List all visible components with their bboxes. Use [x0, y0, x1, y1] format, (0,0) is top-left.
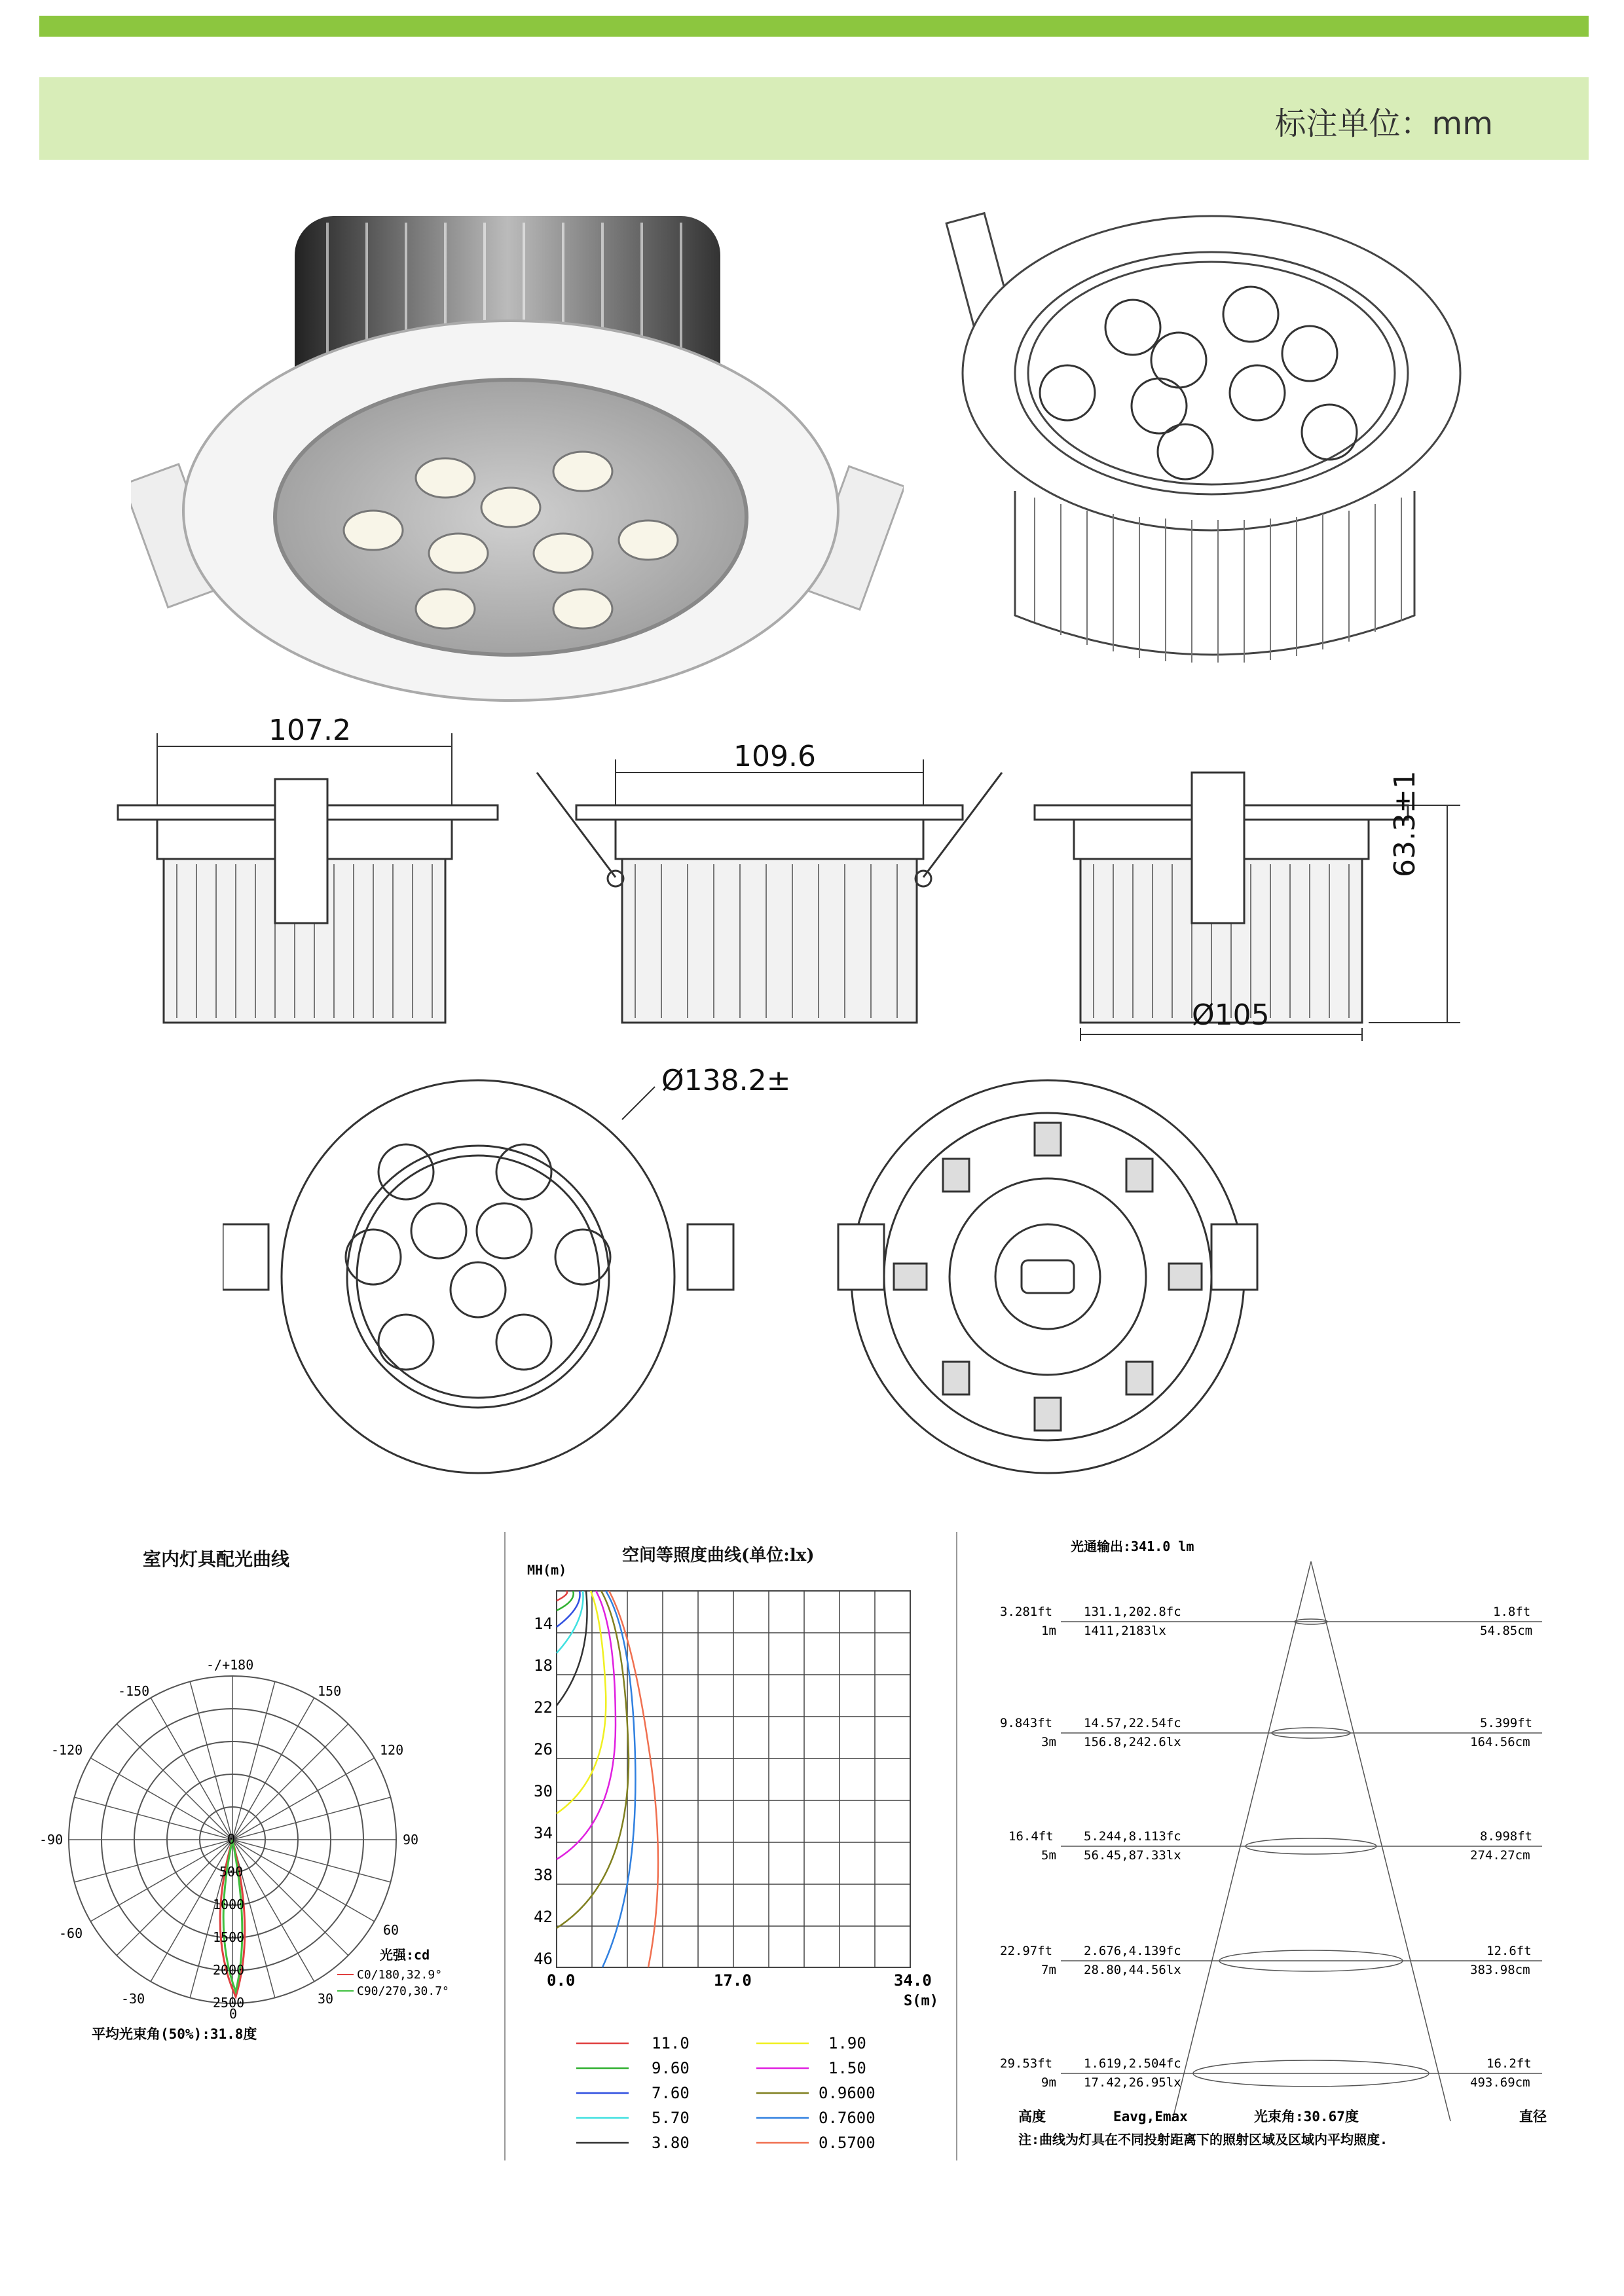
iso-y-34: 34: [534, 1824, 553, 1842]
iso-legend-0-96: 0.9600: [819, 2084, 876, 2102]
polar-angle-r60: 60: [383, 1922, 399, 1938]
iso-y-label: MH(m): [527, 1562, 567, 1578]
polar-angle-tr: 150: [318, 1683, 342, 1699]
iso-legend-5-70: 5.70: [652, 2109, 690, 2127]
dimension-outer-diameter: Ø138.2±: [661, 1064, 791, 1097]
divider-2: [956, 1532, 957, 2160]
cone-lx-3: 156.8,242.6lx: [1084, 1735, 1181, 1749]
unit-label: 标注单位：mm: [1274, 105, 1493, 142]
iso-y-46: 46: [534, 1950, 553, 1968]
polar-angle-tl: -150: [118, 1683, 150, 1699]
polar-angle-r30: 30: [318, 1991, 334, 2007]
polar-angle-l120: -120: [51, 1742, 83, 1758]
polar-angle-r120: 120: [380, 1742, 404, 1758]
divider-1: [504, 1532, 506, 2160]
cone-ft-3: 9.843ft: [1000, 1716, 1053, 1730]
polar-radial-500: 500: [219, 1864, 244, 1880]
dimension-height: 63.3±1: [1388, 771, 1422, 877]
iso-legend-7-60: 7.60: [652, 2084, 690, 2102]
cone-fc-7: 2.676,4.139fc: [1084, 1944, 1181, 1958]
cone-m-7: 7m: [1041, 1963, 1056, 1977]
polar-radial-2500: 2500: [213, 1995, 245, 2011]
iso-x-0: 0.0: [547, 1971, 576, 1990]
cone-title: 光通输出:341.0 lm: [1071, 1539, 1194, 1554]
cone-dft-1: 1.8ft: [1493, 1605, 1531, 1619]
iso-x-34: 34.0: [894, 1971, 932, 1990]
iso-chart: [517, 1561, 950, 2157]
iso-legend-11: 11.0: [652, 2034, 690, 2052]
iso-legend-1-50: 1.50: [828, 2059, 866, 2077]
cone-lx-7: 28.80,44.56lx: [1084, 1963, 1181, 1977]
iso-x-label: S(m): [904, 1993, 938, 2009]
polar-beam-note: 平均光束角(50%):31.8度: [92, 2026, 257, 2042]
polar-chart: [39, 1656, 498, 2088]
iso-y-22: 22: [534, 1698, 553, 1717]
cone-dft-7: 12.6ft: [1486, 1944, 1532, 1958]
cone-lx-1: 1411,2183lx: [1084, 1624, 1166, 1638]
product-photo: [131, 196, 904, 707]
cone-m-5: 5m: [1041, 1848, 1056, 1863]
cone-lx-5: 56.45,87.33lx: [1084, 1848, 1181, 1863]
cone-fc-9: 1.619,2.504fc: [1084, 2056, 1181, 2071]
dimension-width-front: 107.2: [268, 714, 351, 747]
polar-angle-bottom: 0: [229, 2006, 238, 2022]
polar-chart-title: 室内灯具配光曲线: [143, 1548, 290, 1570]
cone-footer-dia: 直径: [1519, 2109, 1547, 2124]
polar-angle-l60: -60: [59, 1925, 83, 1941]
polar-angle-r90: 90: [403, 1832, 419, 1848]
polar-angle-l30: -30: [121, 1991, 145, 2007]
plan-views: [223, 1061, 1323, 1486]
cone-dft-3: 5.399ft: [1480, 1716, 1533, 1730]
cone-dcm-7: 383.98cm: [1470, 1963, 1530, 1977]
cone-fc-5: 5.244,8.113fc: [1084, 1829, 1181, 1844]
iso-y-14: 14: [534, 1614, 553, 1633]
iso-legend-0-57: 0.5700: [819, 2134, 876, 2152]
cone-dcm-5: 274.27cm: [1470, 1848, 1530, 1863]
iso-y-26: 26: [534, 1740, 553, 1758]
iso-x-17: 17.0: [714, 1971, 752, 1990]
cone-lx-9: 17.42,26.95lx: [1084, 2075, 1181, 2090]
iso-legend-1-90: 1.90: [828, 2034, 866, 2052]
cone-fc-3: 14.57,22.54fc: [1084, 1716, 1181, 1730]
dimension-width-side: 109.6: [733, 740, 816, 773]
top-accent-bar: [39, 16, 1589, 37]
iso-legend-9-60: 9.60: [652, 2059, 690, 2077]
cone-ft-5: 16.4ft: [1008, 1829, 1054, 1844]
cone-fc-1: 131.1,202.8fc: [1084, 1605, 1181, 1619]
polar-angle-top: -/+180: [206, 1657, 254, 1673]
polar-angle-l90: -90: [39, 1832, 64, 1848]
iso-y-42: 42: [534, 1908, 553, 1926]
polar-legend-c90: C90/270,30.7°: [357, 1984, 449, 1998]
cone-m-3: 3m: [1041, 1735, 1056, 1749]
polar-radial-1000: 1000: [213, 1897, 245, 1912]
cone-note: 注:曲线为灯具在不同投射距离下的照射区域及区域内平均照度.: [1018, 2132, 1388, 2147]
cone-dcm-1: 54.85cm: [1480, 1624, 1533, 1638]
iso-y-30: 30: [534, 1782, 553, 1800]
polar-unit: 光强:cd: [380, 1947, 430, 1963]
polar-radial-1500: 1500: [213, 1929, 245, 1945]
cone-ft-7: 22.97ft: [1000, 1944, 1053, 1958]
cone-ft-1: 3.281ft: [1000, 1605, 1053, 1619]
cone-dcm-3: 164.56cm: [1470, 1735, 1530, 1749]
cone-dft-9: 16.2ft: [1486, 2056, 1532, 2071]
cone-m-9: 9m: [1041, 2075, 1056, 2090]
iso-y-38: 38: [534, 1866, 553, 1884]
cone-m-1: 1m: [1041, 1624, 1056, 1638]
iso-legend-0-76: 0.7600: [819, 2109, 876, 2127]
cone-footer-height: 高度: [1018, 2109, 1046, 2124]
cone-ft-9: 29.53ft: [1000, 2056, 1053, 2071]
dimension-cutout: Ø105: [1192, 998, 1270, 1032]
polar-legend-c0: C0/180,32.9°: [357, 1968, 443, 1982]
iso-legend-3-80: 3.80: [652, 2134, 690, 2152]
iso-chart-title: 空间等照度曲线(单位:lx): [622, 1546, 815, 1565]
cone-dcm-9: 493.69cm: [1470, 2075, 1530, 2090]
polar-radial-2000: 2000: [213, 1962, 245, 1978]
cone-footer-beam: 光束角:30.67度: [1254, 2109, 1359, 2124]
iso-y-18: 18: [534, 1656, 553, 1675]
polar-radial-0: 0: [227, 1831, 236, 1847]
cone-dft-5: 8.998ft: [1480, 1829, 1533, 1844]
cone-footer-eavg: Eavg,Emax: [1113, 2109, 1188, 2124]
cone-chart: [966, 1532, 1575, 2160]
product-line-drawing: [936, 196, 1493, 707]
